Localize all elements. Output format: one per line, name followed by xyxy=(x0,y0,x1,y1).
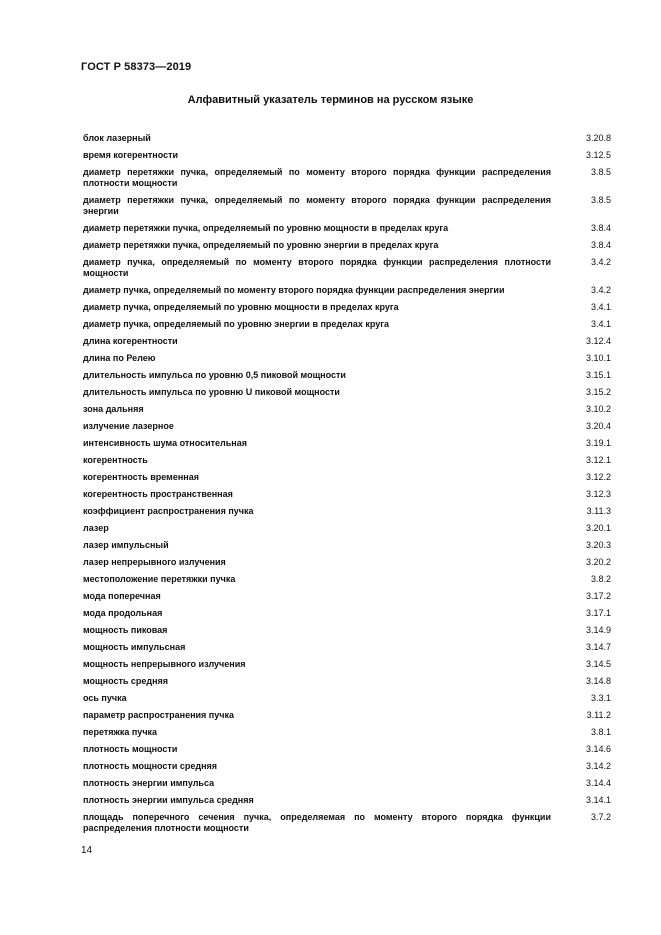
index-entry xyxy=(83,404,611,415)
index-section-number: 3.12.4 xyxy=(585,336,611,346)
index-term: зона дальняя xyxy=(83,404,144,414)
index-section-number: 3.4.1 xyxy=(590,302,611,312)
index-term: площадь поперечного сечения пучка, определяемая по моменту второго порядка функции распределения плотности мощности xyxy=(83,812,551,833)
index-term: диаметр пучка, определяемый по уровню мощности в пределах круга xyxy=(83,302,399,312)
index-section-number: 3.20.1 xyxy=(585,523,611,533)
index-entry xyxy=(83,625,611,636)
index-term: диаметр перетяжки пучка, определяемый по моменту второго порядка функции распределения плотности мощности xyxy=(83,167,551,188)
index-section-number: 3.4.1 xyxy=(590,319,611,329)
index-term: мощность средняя xyxy=(83,676,169,686)
index-section-number: 3.7.2 xyxy=(590,812,611,822)
index-entry xyxy=(83,438,611,449)
index-term: плотность энергии импульса xyxy=(83,778,215,788)
index-title: Алфавитный указатель терминов на русском языке xyxy=(187,94,474,106)
index-term: длина по Релею xyxy=(83,353,156,363)
index-term: интенсивность шума относительная xyxy=(83,438,247,448)
index-term: диаметр пучка, определяемый по моменту второго порядка функции распределения плотности мощности xyxy=(83,257,551,278)
index-section-number: 3.15.2 xyxy=(585,387,611,397)
index-term: блок лазерный xyxy=(83,133,151,143)
index-entry xyxy=(83,659,611,670)
index-term: диаметр пучка, определяемый по уровню энергии в пределах круга xyxy=(83,319,390,329)
index-section-number: 3.4.2 xyxy=(590,257,611,267)
index-entry xyxy=(83,795,611,806)
index-entry xyxy=(83,319,611,330)
index-term: лазер xyxy=(83,523,109,533)
index-entry xyxy=(83,761,611,772)
index-entry xyxy=(83,778,611,789)
index-term: мощность пиковая xyxy=(83,625,168,635)
term-index-list xyxy=(83,133,611,840)
index-section-number: 3.15.1 xyxy=(585,370,611,380)
index-term: диаметр перетяжки пучка, определяемый по уровню энергии в пределах круга xyxy=(83,240,439,250)
index-term: лазер импульсный xyxy=(83,540,169,550)
index-entry xyxy=(83,506,611,517)
index-section-number: 3.8.4 xyxy=(590,223,611,233)
index-entry xyxy=(83,167,611,189)
index-section-number: 3.20.4 xyxy=(585,421,611,431)
index-term: лазер непрерывного излучения xyxy=(83,557,226,567)
index-section-number: 3.14.5 xyxy=(585,659,611,669)
index-section-number: 3.17.1 xyxy=(585,608,611,618)
index-section-number: 3.8.4 xyxy=(590,240,611,250)
index-entry xyxy=(83,455,611,466)
index-entry xyxy=(83,353,611,364)
index-section-number: 3.14.9 xyxy=(585,625,611,635)
index-term: диаметр пучка, определяемый по моменту второго порядка функции распределения энергии xyxy=(83,285,505,295)
index-section-number: 3.11.2 xyxy=(586,710,611,720)
index-term: мощность непрерывного излучения xyxy=(83,659,246,669)
index-entry xyxy=(83,489,611,500)
index-term: излучение лазерное xyxy=(83,421,174,431)
index-entry xyxy=(83,744,611,755)
index-entry xyxy=(83,642,611,653)
index-entry xyxy=(83,302,611,313)
index-section-number: 3.4.2 xyxy=(590,285,611,295)
index-term: когерентность xyxy=(83,455,148,465)
index-entry xyxy=(83,223,611,234)
index-section-number: 3.8.2 xyxy=(590,574,611,584)
index-term: ось пучка xyxy=(83,693,127,703)
index-term: мощность импульсная xyxy=(83,642,186,652)
index-section-number: 3.20.3 xyxy=(585,540,611,550)
index-term: плотность мощности средняя xyxy=(83,761,218,771)
index-section-number: 3.20.2 xyxy=(585,557,611,567)
index-section-number: 3.11.3 xyxy=(586,506,611,516)
index-entry xyxy=(83,608,611,619)
index-entry xyxy=(83,387,611,398)
index-section-number: 3.10.1 xyxy=(585,353,611,363)
index-entry xyxy=(83,812,611,834)
index-entry xyxy=(83,693,611,704)
index-entry xyxy=(83,523,611,534)
index-term: плотность мощности xyxy=(83,744,178,754)
index-entry xyxy=(83,421,611,432)
index-section-number: 3.8.5 xyxy=(590,195,611,205)
index-section-number: 3.8.5 xyxy=(590,167,611,177)
index-section-number: 3.14.6 xyxy=(585,744,611,754)
index-entry xyxy=(83,472,611,483)
index-term: время когерентности xyxy=(83,150,179,160)
index-section-number: 3.3.1 xyxy=(590,693,611,703)
index-section-number: 3.20.8 xyxy=(585,133,611,143)
page-number: 14 xyxy=(81,845,93,856)
index-section-number: 3.14.8 xyxy=(585,676,611,686)
index-entry xyxy=(83,727,611,738)
index-section-number: 3.14.7 xyxy=(585,642,611,652)
document-code: ГОСТ Р 58373—2019 xyxy=(81,61,192,73)
index-section-number: 3.14.2 xyxy=(585,761,611,771)
index-entry xyxy=(83,257,611,279)
index-term: когерентность временная xyxy=(83,472,199,482)
index-section-number: 3.8.1 xyxy=(590,727,611,737)
index-section-number: 3.12.1 xyxy=(585,455,611,465)
index-term: когерентность пространственная xyxy=(83,489,233,499)
index-section-number: 3.12.2 xyxy=(585,472,611,482)
index-term: перетяжка пучка xyxy=(83,727,158,737)
index-entry xyxy=(83,676,611,687)
index-term: длительность импульса по уровню U пиковой мощности xyxy=(83,387,340,397)
index-term: диаметр перетяжки пучка, определяемый по моменту второго порядка функции распределения энергии xyxy=(83,195,551,216)
index-entry xyxy=(83,591,611,602)
index-entry xyxy=(83,336,611,347)
index-entry xyxy=(83,557,611,568)
index-section-number: 3.14.4 xyxy=(585,778,611,788)
index-term: параметр распространения пучка xyxy=(83,710,234,720)
index-section-number: 3.12.5 xyxy=(585,150,611,160)
index-term: мода продольная xyxy=(83,608,163,618)
index-entry xyxy=(83,195,611,217)
index-term: мода поперечная xyxy=(83,591,161,601)
index-term: коэффициент распространения пучка xyxy=(83,506,254,516)
index-entry xyxy=(83,710,611,721)
index-entry xyxy=(83,370,611,381)
index-section-number: 3.19.1 xyxy=(585,438,611,448)
index-term: длина когерентности xyxy=(83,336,178,346)
index-entry xyxy=(83,240,611,251)
index-term: диаметр перетяжки пучка, определяемый по уровню мощности в пределах круга xyxy=(83,223,449,233)
index-term: местоположение перетяжки пучка xyxy=(83,574,236,584)
index-term: длительность импульса по уровню 0,5 пиковой мощности xyxy=(83,370,346,380)
index-section-number: 3.10.2 xyxy=(585,404,611,414)
index-entry xyxy=(83,133,611,144)
index-section-number: 3.17.2 xyxy=(585,591,611,601)
index-entry xyxy=(83,285,611,296)
index-entry xyxy=(83,540,611,551)
index-section-number: 3.14.1 xyxy=(585,795,611,805)
index-term: плотность энергии импульса средняя xyxy=(83,795,254,805)
index-entry xyxy=(83,150,611,161)
index-entry xyxy=(83,574,611,585)
index-section-number: 3.12.3 xyxy=(585,489,611,499)
